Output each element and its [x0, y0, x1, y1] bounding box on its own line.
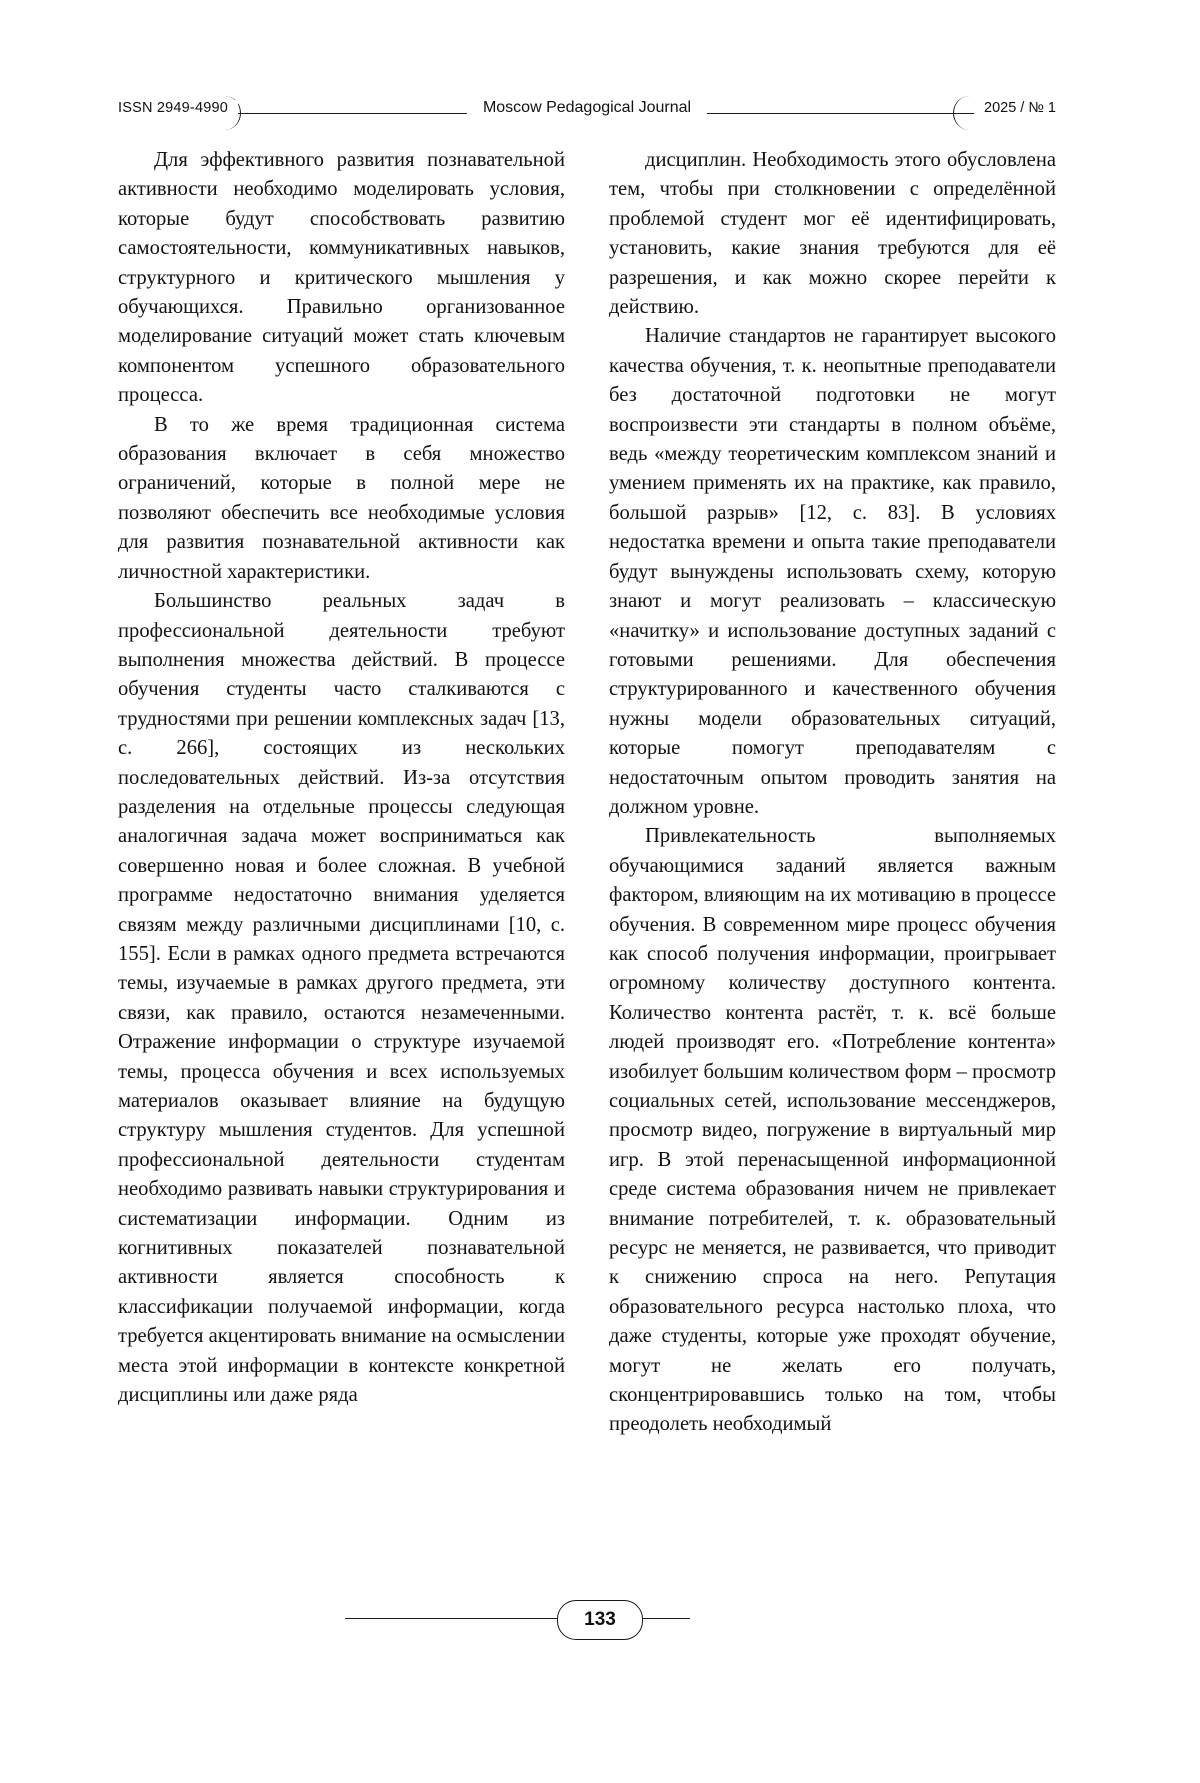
- paragraph: В то же время традиционная система образования включает в себя множество ограничений, которые в полной мере не позволяют обеспечить все необходимые условия для развития познавательной активности как личностной характеристики.: [118, 413, 565, 583]
- paragraph: Для эффективного развития познавательной активности необходимо моделировать условия, которые будут способствовать развитию самостоятельности, коммуникативных навыков, структурного и критического мышления у обучающихся. Правильно организованное моделирование ситуаций может стать ключевым компонентом успешного образовательного процесса.: [118, 149, 565, 407]
- page-footer: [0, 1600, 1200, 1690]
- journal-title: Moscow Pedagogical Journal: [467, 99, 707, 117]
- paragraph: Большинство реальных задач в профессиональной деятельности требуют выполнения множества действий. В процессе обучения студенты часто сталкиваются с трудностями при решении комплексных задач [13, с. 266], состоящих из нескольких последовательных действий. Из-за отсутствия разделения на отдельные процессы следующая аналогичная задача может восприниматься как совершенно новая и более сложная. В учебной программе недостаточно внимания уделяется связям между различными дисциплинами [10, с. 155]. Если в рамках одного предмета встречаются темы, изучаемые в рамках другого предмета, эти связи, как правило, остаются незамеченными. Отражение информации о структуре изучаемой темы, процесса обучения и всех используемых материалов оказывает влияние на будущую структуру мышления студентов. Для успешной профессиональной деятельности студентам необходимо развивать навыки структурирования и систематизации информации. Одним из когнитивных показателей познавательной активности является способность к классификации получаемой информации, когда требуется акцентировать внимание на осмыслении места этой информации в контексте конкретной дисциплины или даже ряда: [118, 590, 565, 1407]
- paragraph: Привлекательность выполняемых обучающимися заданий является важным фактором, влияющим на их мотивацию в процессе обучения. В современном мире процесс обучения как способ получения информации, проигрывает огромному количеству доступного контента. Количество контента растёт, т. к. всё больше людей производят его. «Потребление контента» изобилует большим количеством форм – просмотр социальных сетей, использование мессенджеров, просмотр видео, погружение в виртуальный мир игр. В этой перенасыщенной информационной среде система образования ничем не привлекает внимание потребителей, т. к. образовательный ресурс не меняется, не развивается, что приводит к снижению спроса на него. Репутация образовательного ресурса настолько плоха, что даже студенты, которые уже проходят обучение, могут не желать его получать, сконцентрировавшись только на том, чтобы преодолеть необходимый: [609, 825, 1056, 1436]
- page-header: [118, 96, 1056, 130]
- issue-label: 2025 / № 1: [974, 100, 1056, 116]
- paragraph: дисциплин. Необходимость этого обусловлена тем, чтобы при столкновении с определённой проблемой студент мог её идентифицировать, установить, какие знания требуются для её разрешения, и как можно скорее перейти к действию.: [609, 149, 1056, 319]
- left-column: [118, 146, 565, 1440]
- page-number: 133: [557, 1600, 643, 1640]
- issn-label: ISSN 2949-4990: [118, 100, 238, 116]
- right-column: [609, 146, 1056, 1440]
- body-columns: [118, 146, 1056, 1440]
- paragraph: Наличие стандартов не гарантирует высокого качества обучения, т. к. неопытные преподаватели без достаточной подготовки не могут воспроизвести эти стандарты в полном объёме, ведь «между теоретическим комплексом знаний и умением применять их на практике, как правило, большой разрыв» [12, с. 83]. В условиях недостатка времени и опыта такие преподаватели будут вынуждены использовать схему, которую знают и могут реализовать – классическую «начитку» и использование доступных заданий с готовыми решениями. Для обеспечения структурированного и качественного обучения нужны модели образовательных ситуаций, которые помогут преподавателям с недостаточным опытом проводить занятия на должном уровне.: [609, 325, 1056, 818]
